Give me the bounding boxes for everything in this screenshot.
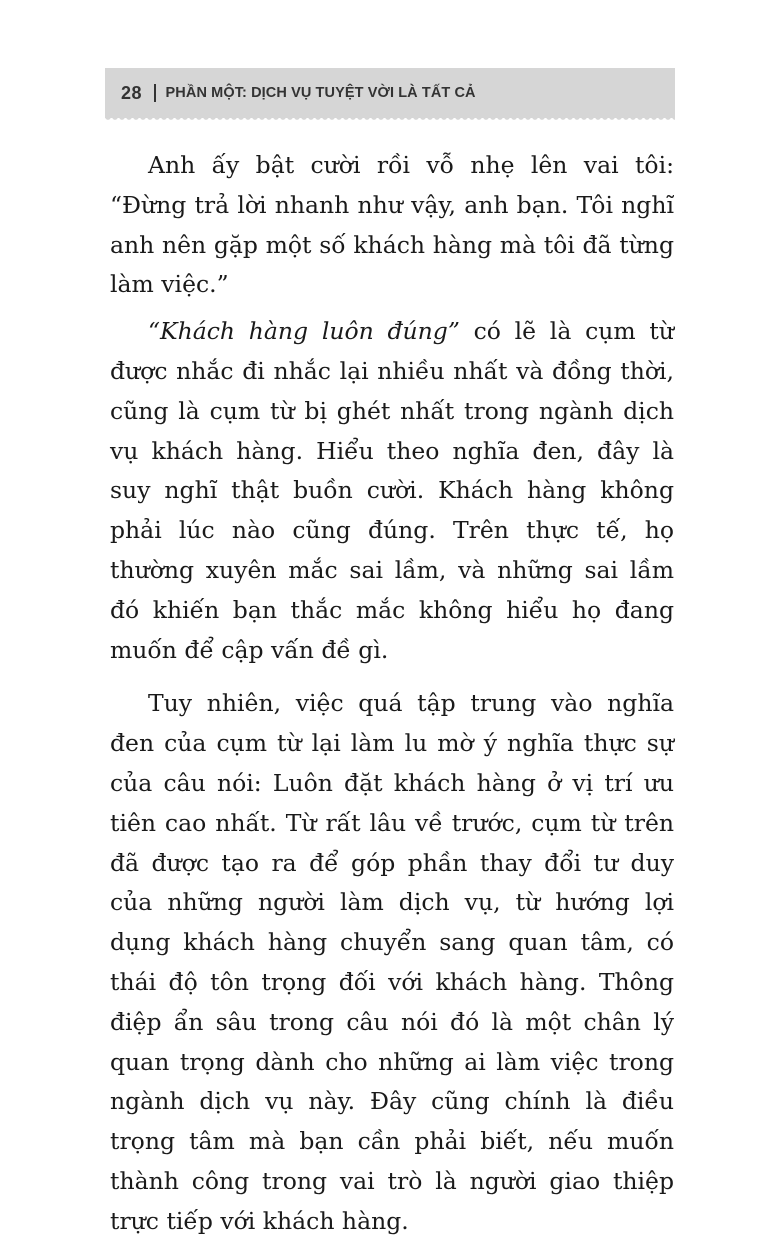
- paragraph-1: Anh ấy bật cười rồi vỗ nhẹ lên vai tôi: “Đừng trả lời nhanh như vậy, anh bạn. Tôi nghĩ anh nên gặp một số khách hàng mà tôi đã từng làm việc.”: [110, 151, 674, 299]
- paragraph-2-text: có lẽ là cụm từ được nhắc đi nhắc lại nhiều nhất và đồng thời, cũng là cụm từ bị ghét nhất trong ngành dịch vụ khách hàng. Hiểu theo nghĩa đen, đây là suy nghĩ thật buồn cười. Khách hàng không phải lúc nào cũng đúng. Trên thực tế, họ thường xuyên mắc sai lầm, và những sai lầm đó khiến bạn thắc mắc không hiểu họ đang muốn để cập vấn đề gì.: [110, 317, 674, 664]
- body-text: [110, 146, 674, 1249]
- page-number: 28: [121, 82, 143, 103]
- chapter-title: PHẦN MỘT: DỊCH VỤ TUYỆT VỜI LÀ TẤT CẢ: [165, 85, 476, 101]
- paragraph-3: Tuy nhiên, việc quá tập trung vào nghĩa đen của cụm từ lại làm lu mờ ý nghĩa thực sự của câu nói: Luôn đặt khách hàng ở vị trí ưu tiên cao nhất. Từ rất lâu về trước, cụm từ trên đã được tạo ra để góp phần thay đổi tư duy của những người làm dịch vụ, từ hướng lợi dụng khách hàng chuyển sang quan tâm, có thái độ tôn trọng đối với khách hàng. Thông điệp ẩn sâu trong câu nói đó là một chân lý quan trọng dành cho những ai làm việc trong ngành dịch vụ này. Đây cũng chính là điều trọng tâm mà bạn cần phải biết, nếu muốn thành công trong vai trò là người giao thiệp trực tiếp với khách hàng.: [110, 689, 674, 1235]
- italic-quote: “Khách hàng luôn đúng”: [148, 317, 460, 346]
- running-header: [105, 68, 675, 118]
- header-separator: [154, 84, 156, 102]
- paragraph-2: [110, 312, 674, 670]
